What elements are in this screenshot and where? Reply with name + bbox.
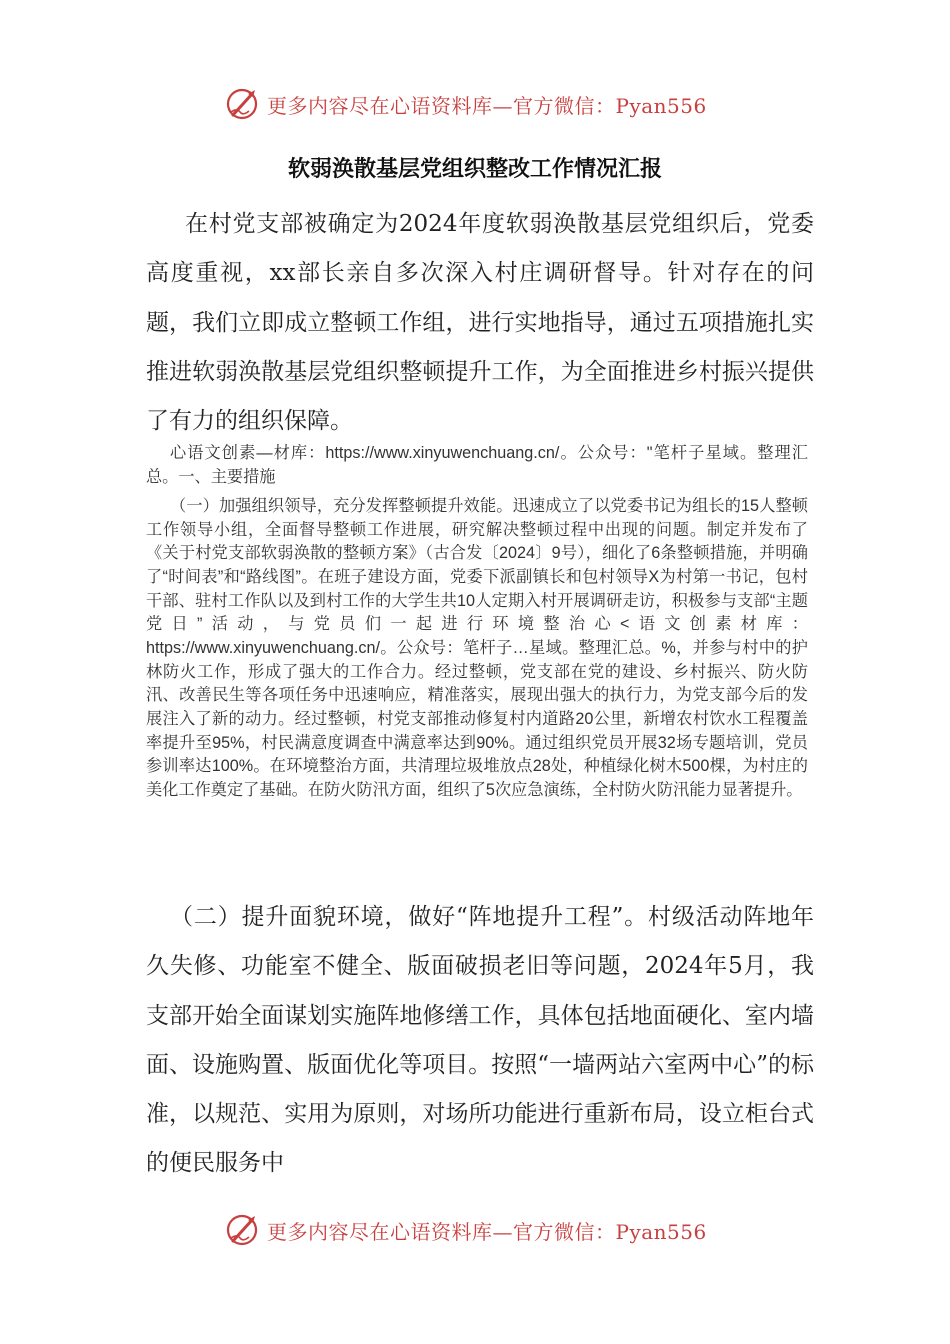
measure-two-paragraph: （二）提升面貌环境，做好“阵地提升工程”。村级活动阵地年久失修、功能室不健全、版面破损老旧等问题，2024年5月，我支部开始全面谋划实施阵地修缮工作，具体包括地面硬化、室内墙面、设施购置、版面优化等项目。按照“一墙两站六室两中心”的标准，以规范、实用为原则，对场所功能进行重新布局，设立柜台式的便民服务中 [146, 904, 814, 1177]
pen-logo-icon [225, 1212, 261, 1248]
footer-banner-text: 更多内容尽在心语资料库—官方微信：Pyan556 [267, 1219, 707, 1244]
source-note-paragraph: 心语文创素—材库：https://www.xinyuwenchuang.cn/。公众号："笔杆子星域。整理汇总。一、主要措施 [146, 444, 808, 486]
footer-banner [225, 1210, 745, 1250]
document-title: 软弱涣散基层党组织整改工作情况汇报 [287, 156, 662, 182]
intro-paragraph: 在村党支部被确定为2024年度软弱涣散基层党组织后，党委高度重视，xx部长亲自多次深入村庄调研督导。针对存在的问题，我们立即成立整顿工作组，进行实地指导，通过五项措施扎实推进软弱涣散基层党组织整顿提升工作，为全面推进乡村振兴提供了有力的组织保障。 [146, 211, 814, 435]
pen-logo-icon [225, 86, 261, 122]
header-banner-text: 更多内容尽在心语资料库—官方微信：Pyan556 [267, 93, 707, 118]
header-banner [225, 84, 745, 124]
measure-one-paragraph: （一）加强组织领导，充分发挥整顿提升效能。迅速成立了以党委书记为组长的15人整顿工作领导小组，全面督导整顿工作进展，研究解决整顿过程中出现的问题。制定并发布了《关于村党支部软弱涣散的整顿方案》（古合发〔2024〕9号），细化了6条整顿措施，并明确了“时间表”和“路线图”。在班子建设方面，党委下派副镇长和包村领导X为村第一书记，包村干部、驻村工作队以及到村工作的大学生共10人定期入村开展调研走访，积极参与支部“主题党日”活动，与党员们一起进行环境整治心<语文创素材库：https://www.xinyuwenchuang.cn/。公众号：笔杆子…星域。整理汇总。%，并参与村中的护林防火工作，形成了强大的工作合力。经过整顿，党支部在党的建设、乡村振兴、防火防汛、改善民生等各项任务中迅速响应，精准落实，展现出强大的执行力，为党支部今后的发展注入了新的动力。经过整顿，村党支部推动修复村内道路20公里，新增农村饮水工程覆盖率提升至95%，村民满意度调查中满意率达到90%。通过组织党员开展32场专题培训，党员参训率达100%。在环境整治方面，共清理垃圾堆放点28处，种植绿化树木500棵，为村庄的美化工作奠定了基础。在防火防汛方面，组织了5次应急演练，全村防火防汛能力显著提升。 [146, 497, 808, 799]
